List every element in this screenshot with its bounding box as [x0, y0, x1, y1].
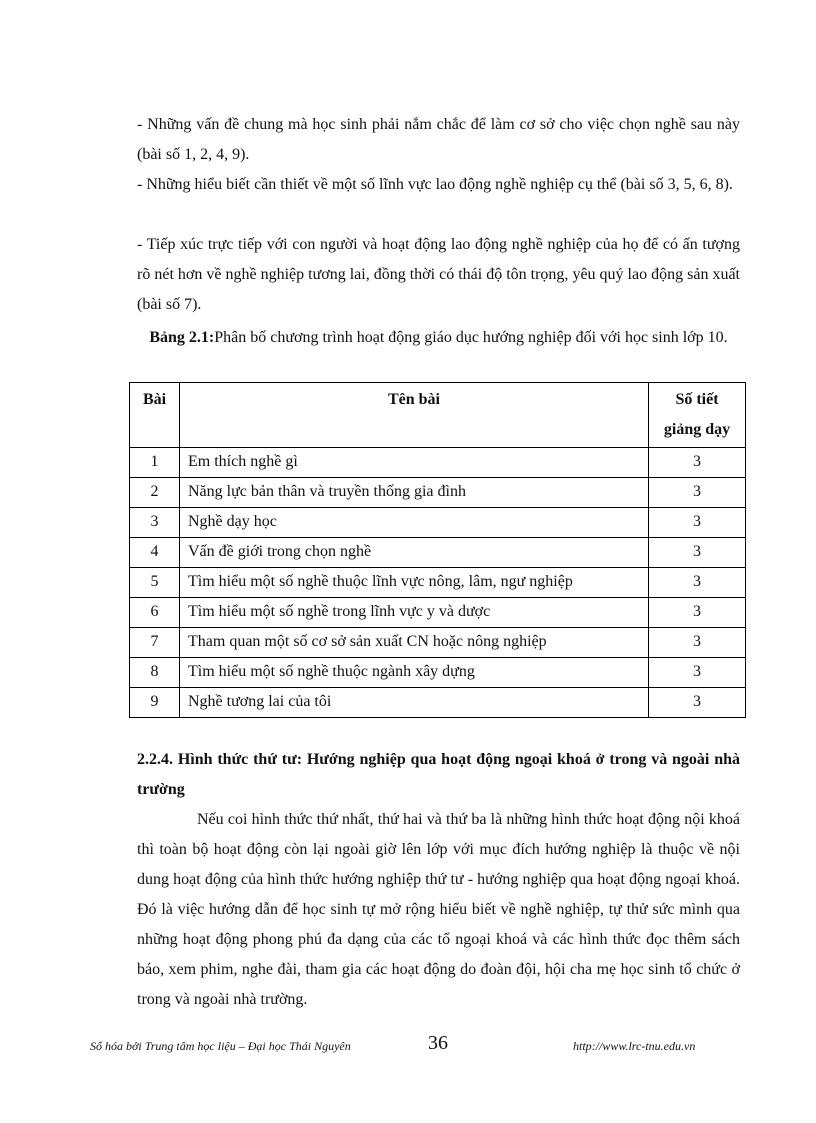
periods-cell: 3	[649, 658, 746, 688]
table-row	[130, 478, 746, 508]
intro-paragraph-3: - Tiếp xúc trực tiếp với con người và hoạt động lao động nghề nghiệp của họ để có ấn tượng rõ nét hơn về nghề nghiệp tương lai, đồng thời có thái độ tôn trọng, yêu quý lao động sản xuất (bài số 7).	[137, 236, 740, 313]
periods-cell: 3	[649, 628, 746, 658]
table-row	[130, 508, 746, 538]
table-row	[130, 688, 746, 718]
page-number: 36	[428, 1032, 448, 1054]
lesson-name-cell: Tìm hiểu một số nghề trong lĩnh vực y và dược	[180, 598, 649, 628]
periods-cell: 3	[649, 448, 746, 478]
table-caption	[137, 323, 740, 353]
periods-cell: 3	[649, 478, 746, 508]
lesson-table	[129, 382, 746, 718]
footer-url: http://www.lrc-tnu.edu.vn	[573, 1039, 696, 1053]
lesson-name-cell: Tham quan một số cơ sở sản xuất CN hoặc nông nghiệp	[180, 628, 649, 658]
intro-paragraph-1: - Những vấn đề chung mà học sinh phải nắm chắc để làm cơ sở cho việc chọn nghề sau này (bài số 1, 2, 4, 9).	[137, 116, 740, 163]
lesson-number-cell: 8	[130, 658, 180, 688]
table-row	[130, 628, 746, 658]
lesson-number-cell: 2	[130, 478, 180, 508]
header-lesson-number: Bài	[130, 383, 180, 448]
header-periods: Số tiết giảng dạy	[649, 383, 746, 448]
lesson-name-cell: Tìm hiểu một số nghề thuộc lĩnh vực nông, lâm, ngư nghiệp	[180, 568, 649, 598]
lesson-number-cell: 7	[130, 628, 180, 658]
page-footer	[90, 1032, 730, 1062]
periods-cell: 3	[649, 598, 746, 628]
periods-cell: 3	[649, 688, 746, 718]
lesson-name-cell: Vấn đề giới trong chọn nghề	[180, 538, 649, 568]
header-lesson-name: Tên bài	[180, 383, 649, 448]
periods-cell: 3	[649, 508, 746, 538]
lesson-number-cell: 3	[130, 508, 180, 538]
lesson-number-cell: 6	[130, 598, 180, 628]
lesson-number-cell: 5	[130, 568, 180, 598]
table-caption-label: Bảng 2.1:	[149, 329, 215, 346]
lesson-name-cell: Tìm hiểu một số nghề thuộc ngành xây dựng	[180, 658, 649, 688]
section-heading: 2.2.4. Hình thức thứ tư: Hướng nghiệp qua hoạt động ngoại khoá ở trong và ngoài nhà trường	[137, 751, 740, 798]
table-row	[130, 448, 746, 478]
table-row	[130, 598, 746, 628]
intro-paragraph-2: - Những hiểu biết cần thiết về một số lĩnh vực lao động nghề nghiệp cụ thể (bài số 3, 5, 6, 8).	[137, 176, 733, 193]
table-body	[130, 448, 746, 718]
periods-cell: 3	[649, 538, 746, 568]
lesson-number-cell: 9	[130, 688, 180, 718]
table-row	[130, 538, 746, 568]
table-caption-text: Phân bố chương trình hoạt động giáo dục hướng nghiệp đối với học sinh lớp 10.	[214, 329, 728, 346]
section-body-paragraph: Nếu coi hình thức thứ nhất, thứ hai và thứ ba là những hình thức hoạt động nội khoá thì toàn bộ hoạt động còn lại ngoài giờ lên lớp với mục đích hướng nghiệp là thuộc về nội dung hoạt động của hình thức hướng nghiệp thứ tư - hướng nghiệp qua hoạt động ngoại khoá. Đó là việc hướng dẫn để học sinh tự mở rộng hiểu biết về nghề nghiệp, tự thử sức mình qua những hoạt động phong phú đa dạng của các tổ ngoại khoá và các hình thức đọc thêm sách báo, xem phim, nghe đài, tham gia các hoạt động do đoàn đội, hội cha mẹ học sinh tổ chức ở trong và ngoài nhà trường.	[137, 811, 740, 1008]
lesson-number-cell: 4	[130, 538, 180, 568]
table-row	[130, 568, 746, 598]
lesson-name-cell: Nghề dạy học	[180, 508, 649, 538]
table-row	[130, 658, 746, 688]
lesson-number-cell: 1	[130, 448, 180, 478]
footer-credit: Số hóa bởi Trung tâm học liệu – Đại học Thái Nguyên	[90, 1039, 351, 1053]
lesson-name-cell: Em thích nghề gì	[180, 448, 649, 478]
lesson-name-cell: Nghề tương lai của tôi	[180, 688, 649, 718]
table-header-row	[130, 383, 746, 448]
lesson-name-cell: Năng lực bản thân và truyền thống gia đình	[180, 478, 649, 508]
periods-cell: 3	[649, 568, 746, 598]
